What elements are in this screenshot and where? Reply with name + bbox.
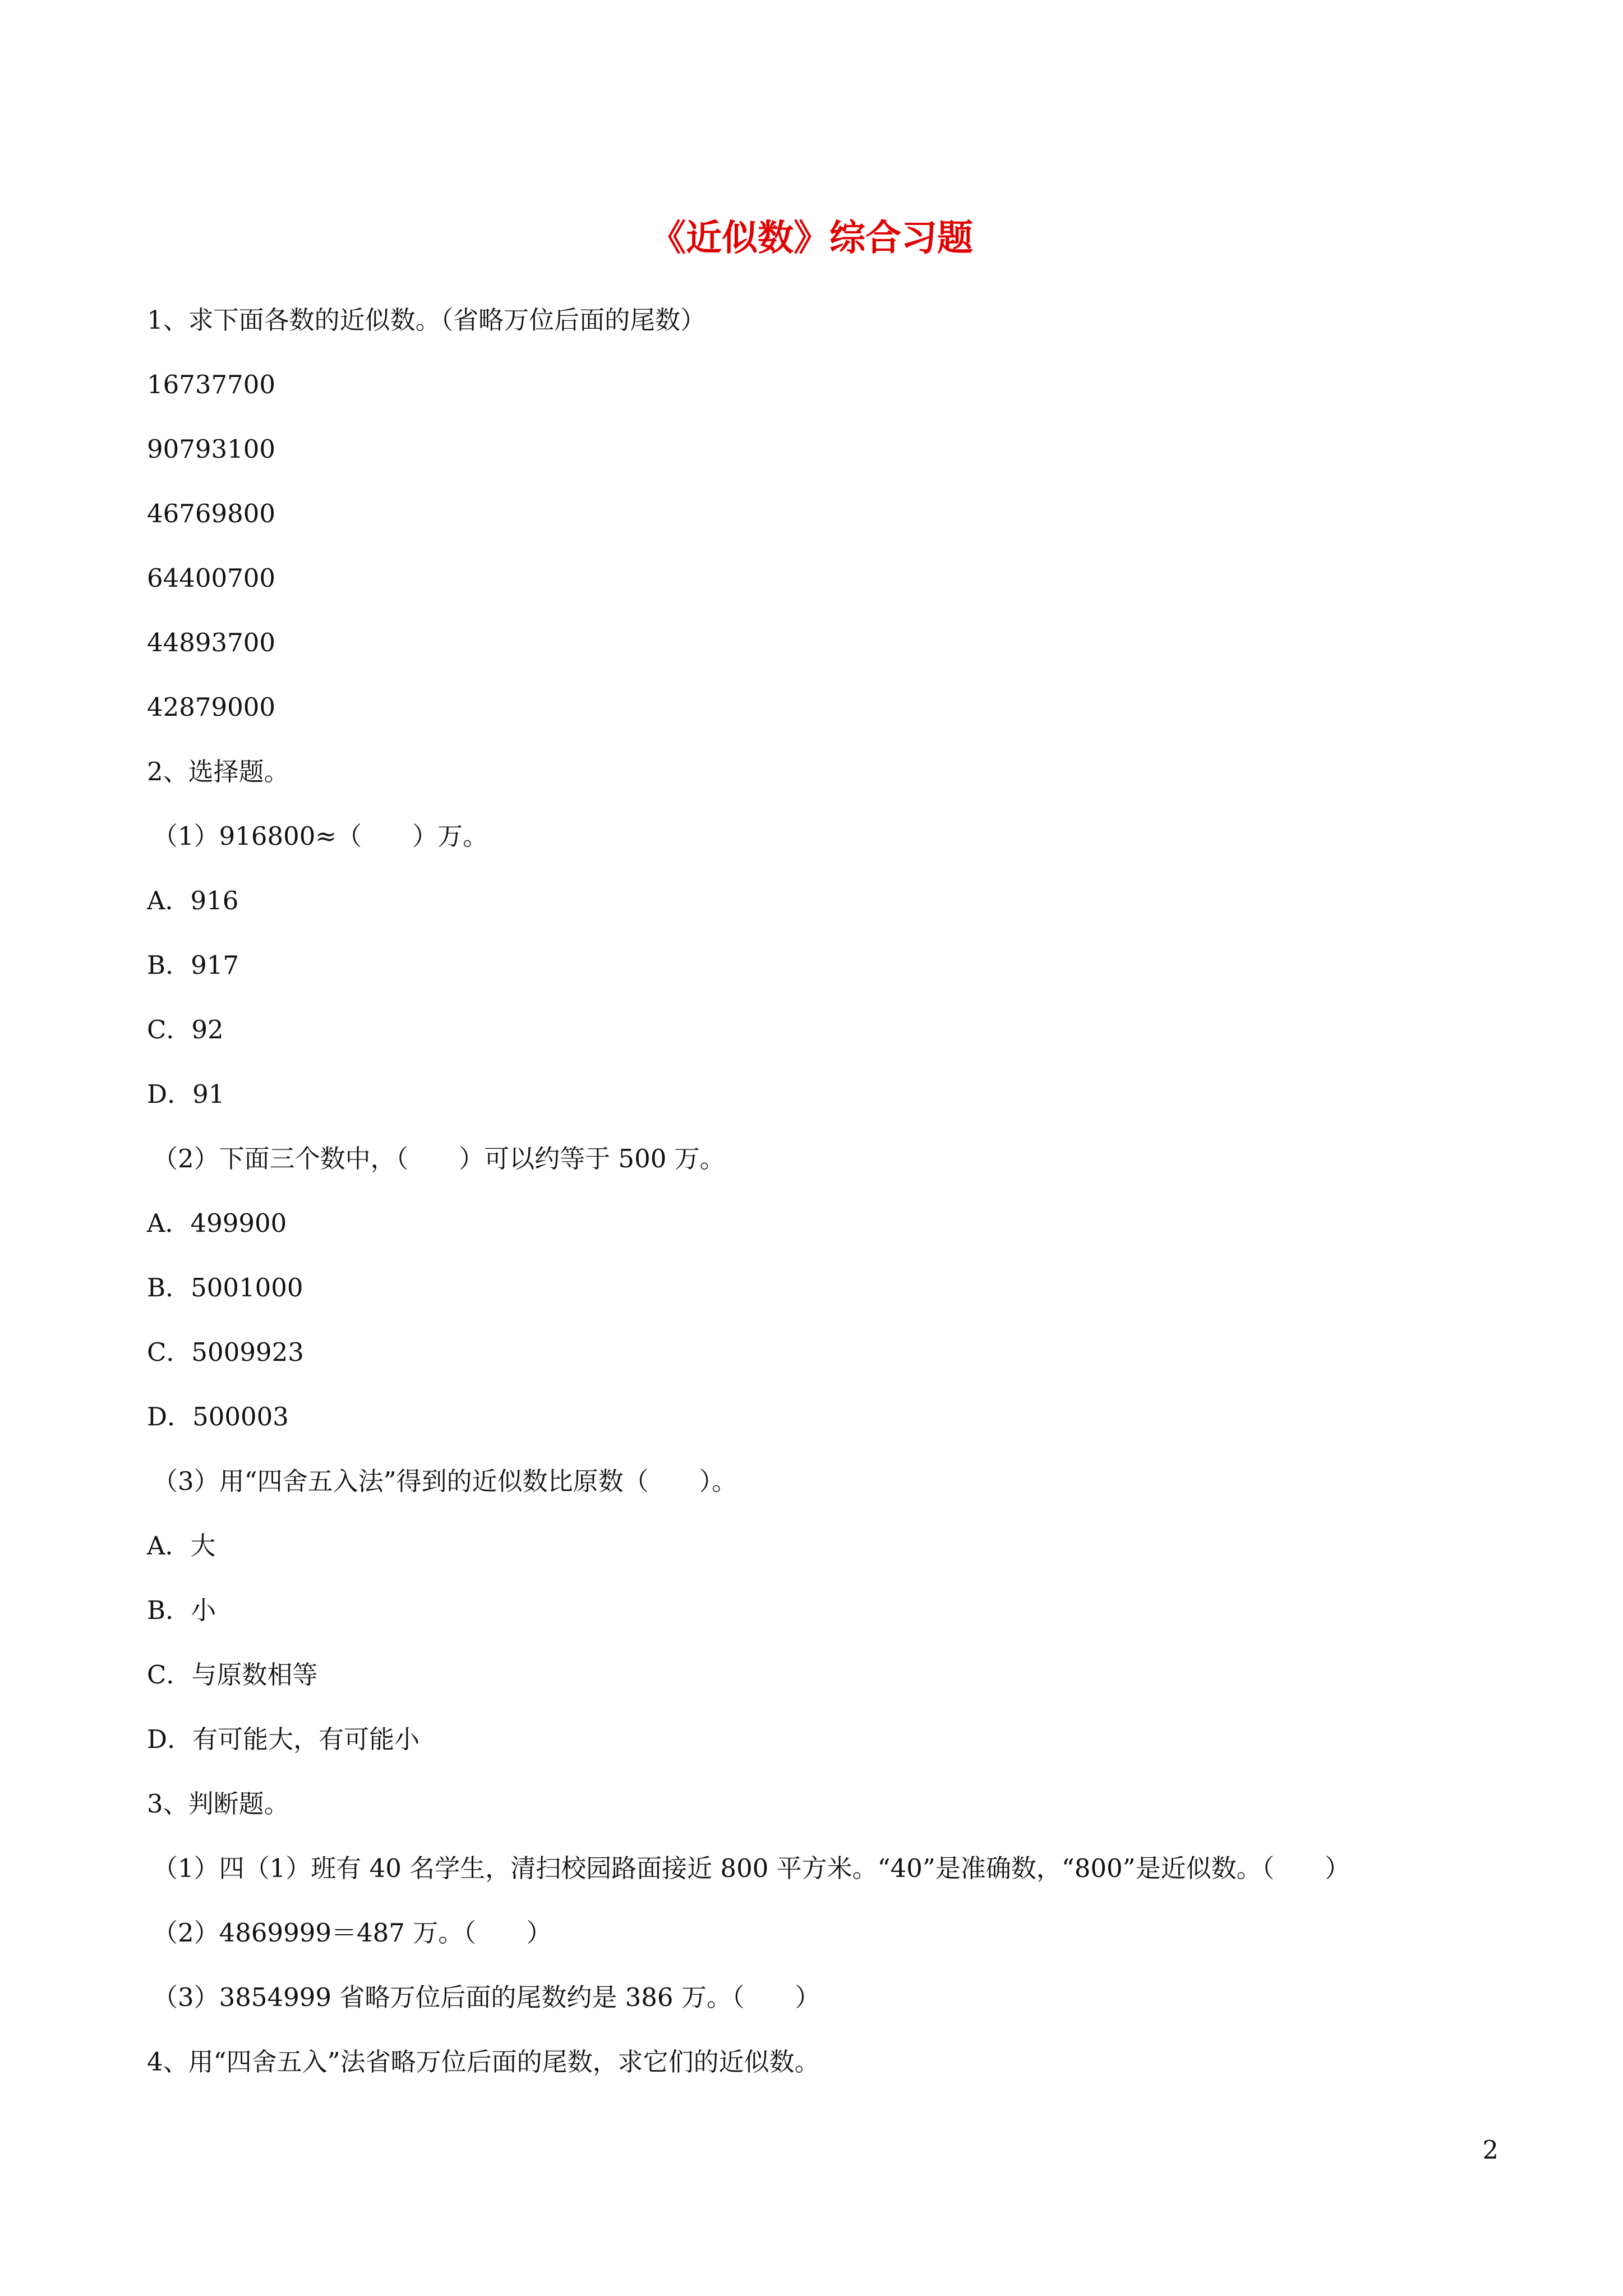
number-item: 46769800 [147,499,276,528]
choice-option: B．小 [147,1595,216,1625]
choice-option: A．916 [147,886,239,915]
choice-question-3: （3）用“四舍五入法”得到的近似数比原数（ ）。 [153,1466,737,1496]
choice-option: A．大 [147,1531,216,1561]
question-2-heading: 2、选择题。 [147,757,289,786]
choice-question-2: （2）下面三个数中，（ ）可以约等于 500 万。 [153,1144,725,1174]
choice-option: C．5009923 [147,1337,304,1367]
question-4-heading: 4、用“四舍五入”法省略万位后面的尾数，求它们的近似数。 [147,2047,820,2077]
choice-option: D．500003 [147,1402,289,1432]
question-1-heading: 1、求下面各数的近似数。（省略万位后面的尾数） [147,305,706,335]
choice-option: B．917 [147,950,239,980]
choice-option: B．5001000 [147,1273,303,1303]
choice-option: D．有可能大，有可能小 [147,1724,420,1754]
choice-option: A．499900 [147,1208,287,1238]
choice-option: C．与原数相等 [147,1660,318,1690]
number-item: 44893700 [147,628,276,657]
judgment-item-2: （2）4869999＝487 万。（ ） [153,1918,552,1948]
judgment-item-1: （1）四（1）班有 40 名学生，清扫校园路面接近 800 平方米。“40”是准确数，“800”是近似数。（ ） [153,1853,1350,1883]
page-title: 《近似数》综合习题 [650,218,973,259]
number-item: 42879000 [147,692,276,722]
number-item: 90793100 [147,434,276,464]
choice-question-1: （1）916800≈（ ）万。 [153,821,488,851]
exercise-content [147,288,1504,2094]
question-3-heading: 3、判断题。 [147,1789,289,1819]
choice-option: D．91 [147,1079,225,1109]
number-item: 64400700 [147,563,276,593]
judgment-item-3: （3）3854999 省略万位后面的尾数约是 386 万。（ ） [153,1982,820,2012]
number-item: 16737700 [147,370,276,399]
page-number: 2 [1482,2135,1498,2165]
choice-option: C．92 [147,1015,224,1045]
